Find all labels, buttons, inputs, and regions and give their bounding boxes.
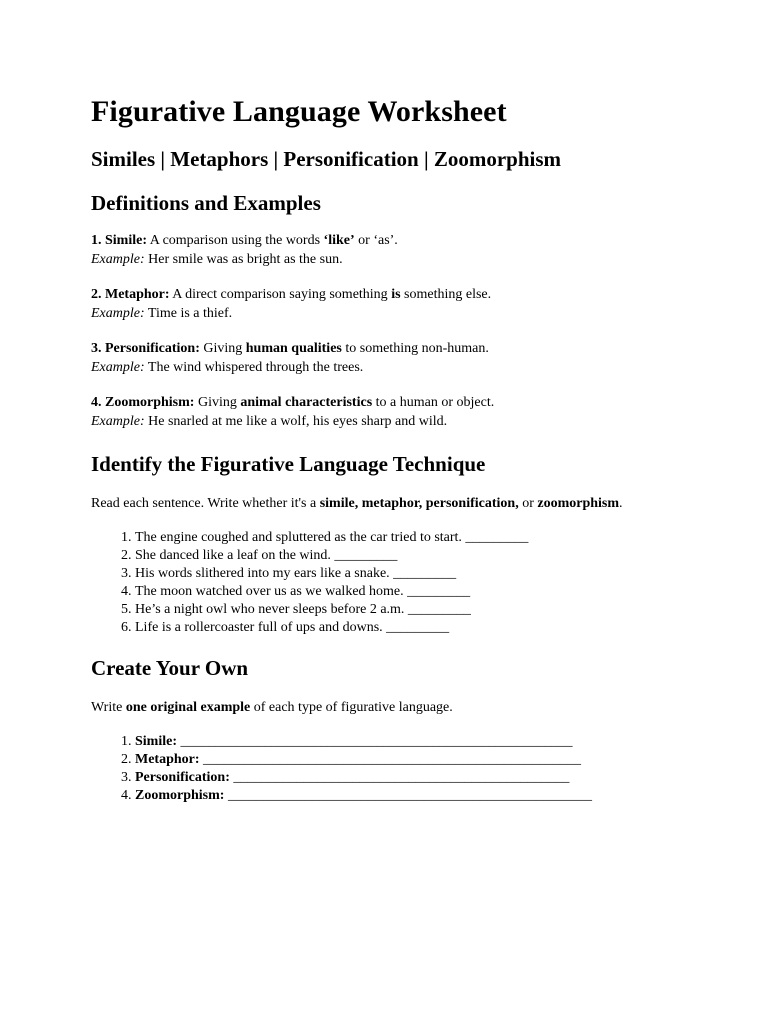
definition-term: 1. Simile:: [91, 233, 147, 248]
example-text: He snarled at me like a wolf, his eyes sharp and wild.: [144, 414, 448, 429]
list-item[interactable]: 2. She danced like a leaf on the wind. _________: [135, 547, 688, 565]
definition-term: 4. Zoomorphism:: [91, 395, 195, 410]
definition-term: 2. Metaphor:: [91, 287, 170, 302]
example-text: Her smile was as bright as the sun.: [144, 252, 343, 267]
page-title: Figurative Language Worksheet: [91, 95, 507, 128]
definition-keyword: human qualities: [245, 341, 342, 356]
identify-sentence-list: [91, 529, 688, 637]
definitions-heading: Definitions and Examples: [91, 191, 321, 215]
definition-metaphor: [91, 285, 688, 323]
definition-keyword: ‘like’: [323, 233, 355, 248]
example-label: Example:: [91, 360, 145, 375]
answer-blank[interactable]: ____________________________________________________: [224, 788, 592, 803]
create-item-label: Metaphor:: [135, 752, 200, 767]
definition-term: 3. Personification:: [91, 341, 200, 356]
list-item[interactable]: 6. Life is a rollercoaster full of ups and downs. _________: [135, 619, 688, 637]
definition-text: A direct comparison saying something: [169, 287, 392, 302]
instruction-text: of each type of figurative language.: [250, 700, 453, 715]
list-item: [135, 769, 688, 787]
example-text: Time is a thief.: [144, 306, 233, 321]
identify-instruction: [91, 494, 688, 513]
definition-keyword: animal characteristics: [240, 395, 373, 410]
definition-text: to a human or object.: [372, 395, 495, 410]
answer-blank[interactable]: ______________________________________________________: [199, 752, 582, 767]
example-label: Example:: [91, 414, 145, 429]
answer-blank[interactable]: ________________________________________________________: [177, 734, 573, 749]
create-item-label: Simile:: [135, 734, 177, 749]
instruction-text: Read each sentence. Write whether it's a: [91, 496, 320, 511]
identify-heading: Identify the Figurative Language Technique: [91, 452, 486, 476]
list-item[interactable]: 4. The moon watched over us as we walked home. _________: [135, 583, 688, 601]
definition-simile: [91, 231, 688, 269]
definition-text: Giving: [194, 395, 241, 410]
create-item-label: Zoomorphism:: [135, 788, 225, 803]
list-item[interactable]: 5. He’s a night owl who never sleeps before 2 a.m. _________: [135, 601, 688, 619]
create-item-label: Personification:: [135, 770, 230, 785]
definition-text: or ‘as’.: [354, 233, 398, 248]
definition-personification: [91, 339, 688, 377]
instruction-keyword: one original example: [125, 700, 251, 715]
definition-text: to something non-human.: [341, 341, 489, 356]
list-item[interactable]: 3. His words slithered into my ears like a snake. _________: [135, 565, 688, 583]
create-heading: Create Your Own: [91, 656, 249, 680]
example-text: The wind whispered through the trees.: [144, 360, 364, 375]
definition-text: A comparison using the words: [147, 233, 324, 248]
create-instruction: [91, 698, 688, 717]
list-item: [135, 751, 688, 769]
instruction-text: .: [619, 496, 623, 511]
definition-text: Giving: [199, 341, 246, 356]
create-list: [91, 733, 688, 805]
instruction-text: or: [518, 496, 538, 511]
list-item[interactable]: 1. The engine coughed and spluttered as the car tried to start. _________: [135, 529, 688, 547]
instruction-keyword: zoomorphism: [537, 496, 620, 511]
definition-text: something else.: [400, 287, 492, 302]
list-item: [135, 787, 688, 805]
definition-zoomorphism: [91, 393, 688, 431]
example-label: Example:: [91, 306, 145, 321]
definition-keyword: is: [391, 287, 401, 302]
page-subtitle: Similes | Metaphors | Personification | Zoomorphism: [91, 147, 562, 171]
list-item: [135, 733, 688, 751]
instruction-text: Write: [91, 700, 126, 715]
instruction-keyword: simile, metaphor, personification,: [319, 496, 519, 511]
answer-blank[interactable]: ________________________________________________: [229, 770, 570, 785]
example-label: Example:: [91, 252, 145, 267]
